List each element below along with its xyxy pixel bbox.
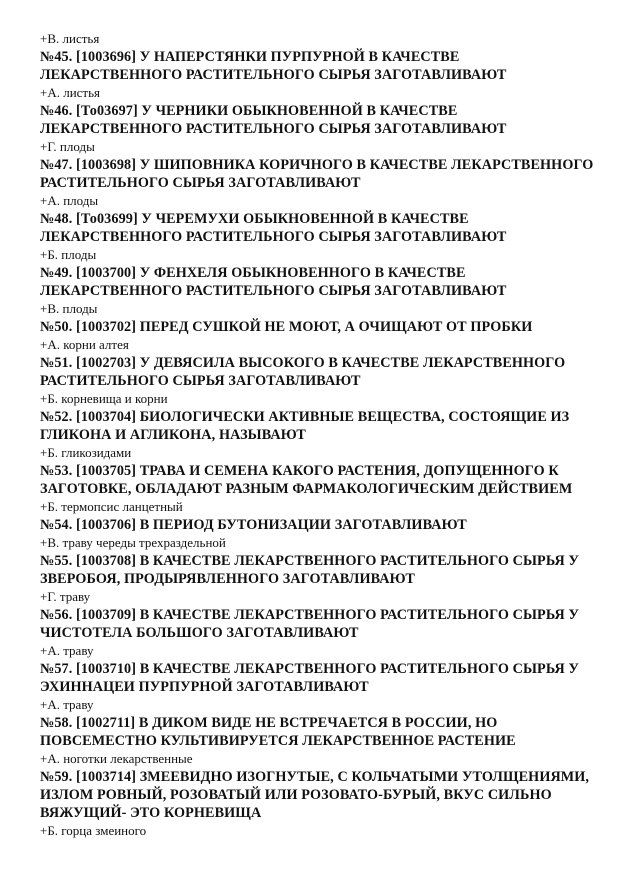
question-line: №54. [1003706] В ПЕРИОД БУТОНИЗАЦИИ ЗАГОТАВЛИВАЮТ: [40, 517, 467, 533]
answer-line: +Б. горца змеиного: [40, 823, 147, 838]
answer-line: +В. плоды: [40, 301, 98, 316]
answer-line: +Г. траву: [40, 589, 91, 604]
question-line: №49. [1003700] У ФЕНХЕЛЯ ОБЫКНОВЕННОГО В КАЧЕСТВЕ ЛЕКАРСТВЕННОГО РАСТИТЕЛЬНОГО СЫРЬЯ ЗАГОТАВЛИВАЮТ: [40, 265, 507, 299]
answer-line: +Б. гликозидами: [40, 445, 132, 460]
answer-line: +В. листья: [40, 31, 100, 46]
question-line: №52. [1003704] БИОЛОГИЧЕСКИ АКТИВНЫЕ ВЕЩЕСТВА, СОСТОЯЩИЕ ИЗ ГЛИКОНА И АГЛИКОНА, НАЗЫВАЮТ: [40, 409, 570, 443]
question-line: №57. [1003710] В КАЧЕСТВЕ ЛЕКАРСТВЕННОГО РАСТИТЕЛЬНОГО СЫРЬЯ У ЭХИННАЦЕИ ПУРПУРНОЙ ЗАГОТАВЛИВАЮТ: [40, 661, 580, 695]
question-line: №53. [1003705] ТРАВА И СЕМЕНА КАКОГО РАСТЕНИЯ, ДОПУЩЕННОГО К ЗАГОТОВКЕ, ОБЛАДАЮТ РАЗНЫМ ФАРМАКОЛОГИЧЕСКИМ ДЕЙСТВИЕМ: [40, 463, 573, 497]
answer-line: +Б. плоды: [40, 247, 97, 262]
answer-line: +Г. плоды: [40, 139, 95, 154]
answer-line: +В. траву череды трехраздельной: [40, 535, 226, 550]
answer-line: +Б. корневища и корни: [40, 391, 168, 406]
document-page: [40, 30, 596, 840]
question-line: №46. [То03697] У ЧЕРНИКИ ОБЫКНОВЕННОЙ В КАЧЕСТВЕ ЛЕКАРСТВЕННОГО РАСТИТЕЛЬНОГО СЫРЬЯ ЗАГОТАВЛИВАЮТ: [40, 103, 507, 137]
question-line: №51. [1002703] У ДЕВЯСИЛА ВЫСОКОГО В КАЧЕСТВЕ ЛЕКАРСТВЕННОГО РАСТИТЕЛЬНОГО СЫРЬЯ ЗАГОТАВЛИВАЮТ: [40, 355, 566, 389]
question-line: №59. [1003714] ЗМЕЕВИДНО ИЗОГНУТЫЕ, С КОЛЬЧАТЫМИ УТОЛЩЕНИЯМИ, ИЗЛОМ РОВНЫЙ, РОЗОВАТЫЙ ИЛИ РОЗОВАТО-БУРЫЙ, ВКУС СИЛЬНО ВЯЖУЩИЙ- ЭТО КОРНЕВИЩА: [40, 769, 590, 821]
question-line: №55. [1003708] В КАЧЕСТВЕ ЛЕКАРСТВЕННОГО РАСТИТЕЛЬНОГО СЫРЬЯ У ЗВЕРОБОЯ, ПРОДЫРЯВЛЕННОГО ЗАГОТАВЛИВАЮТ: [40, 553, 580, 587]
answer-line: +А. листья: [40, 85, 101, 100]
question-line: №48. [То03699] У ЧЕРЕМУХИ ОБЫКНОВЕННОЙ В КАЧЕСТВЕ ЛЕКАРСТВЕННОГО РАСТИТЕЛЬНОГО СЫРЬЯ ЗАГОТАВЛИВАЮТ: [40, 211, 507, 245]
question-line: №50. [1003702] ПЕРЕД СУШКОЙ НЕ МОЮТ, А ОЧИЩАЮТ ОТ ПРОБКИ: [40, 319, 533, 335]
answer-line: +А. траву: [40, 643, 94, 658]
question-line: №56. [1003709] В КАЧЕСТВЕ ЛЕКАРСТВЕННОГО РАСТИТЕЛЬНОГО СЫРЬЯ У ЧИСТОТЕЛА БОЛЬШОГО ЗАГОТАВЛИВАЮТ: [40, 607, 580, 641]
answer-line: +Б. термопсис ланцетный: [40, 499, 183, 514]
answer-line: +А. плоды: [40, 193, 99, 208]
question-line: №45. [1003696] У НАПЕРСТЯНКИ ПУРПУРНОЙ В КАЧЕСТВЕ ЛЕКАРСТВЕННОГО РАСТИТЕЛЬНОГО СЫРЬЯ ЗАГОТАВЛИВАЮТ: [40, 49, 507, 83]
answer-line: +А. траву: [40, 697, 94, 712]
answer-line: +А. ноготки лекарственные: [40, 751, 193, 766]
question-line: №58. [1002711] В ДИКОМ ВИДЕ НЕ ВСТРЕЧАЕТСЯ В РОССИИ, НО ПОВСЕМЕСТНО КУЛЬТИВИРУЕТСЯ ЛЕКАРСТВЕННОЕ РАСТЕНИЕ: [40, 715, 516, 749]
answer-line: +А. корни алтея: [40, 337, 129, 352]
question-line: №47. [1003698] У ШИПОВНИКА КОРИЧНОГО В КАЧЕСТВЕ ЛЕКАРСТВЕННОГО РАСТИТЕЛЬНОГО СЫРЬЯ ЗАГОТАВЛИВАЮТ: [40, 157, 594, 191]
